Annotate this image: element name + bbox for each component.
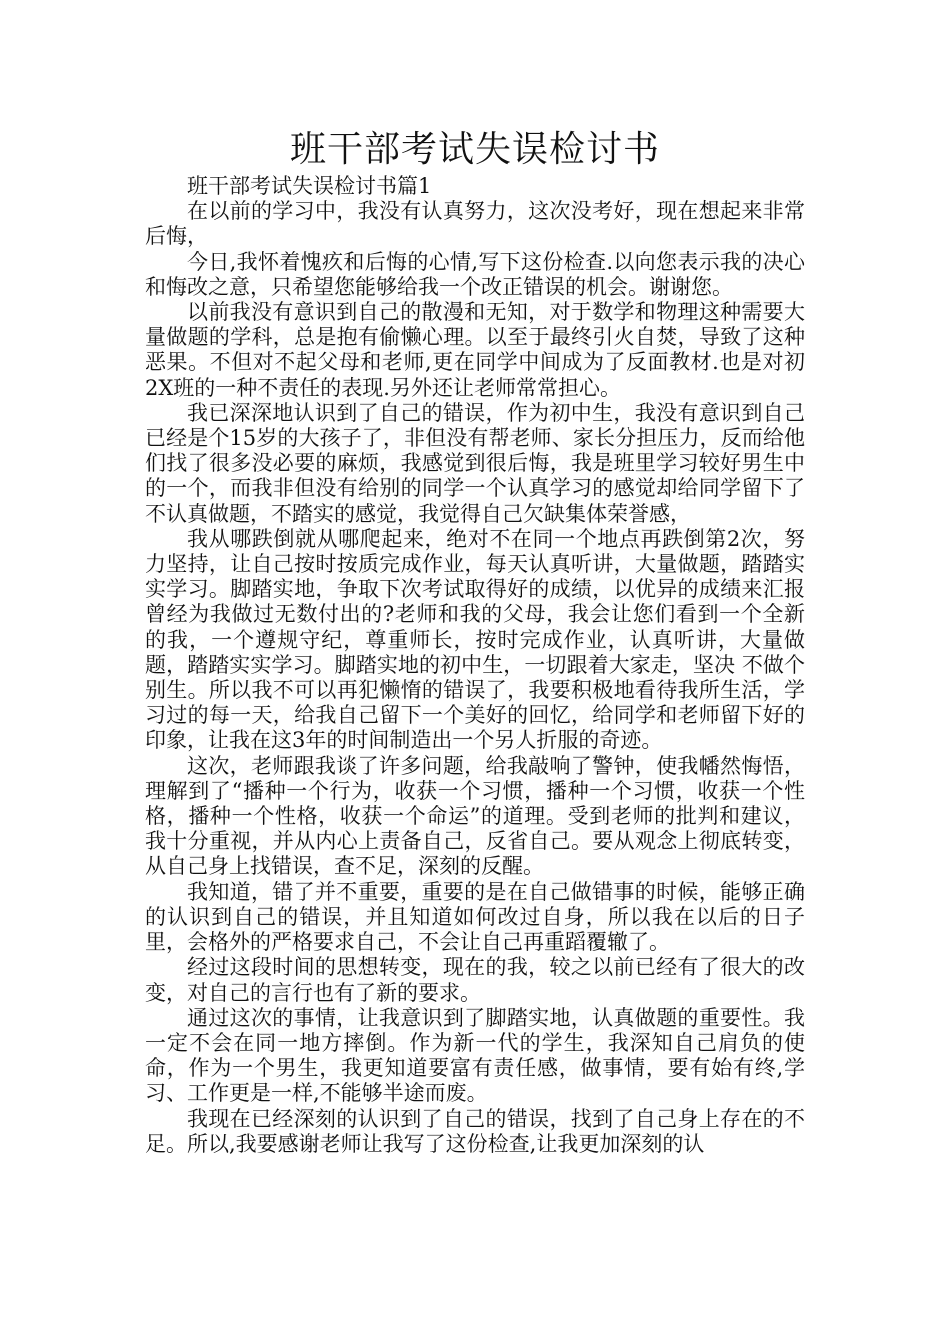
paragraph: 我现在已经深刻的认识到了自己的错误，找到了自己身上存在的不足。所以,我要感谢老师让我写了这份检查,让我更加深刻的认	[145, 1106, 805, 1156]
paragraph: 经过这段时间的思想转变，现在的我，较之以前已经有了很大的改变，对自己的言行也有了新的要求。	[145, 955, 805, 1005]
document-subtitle: 班干部考试失误检讨书篇1	[187, 174, 432, 198]
paragraph: 今日,我怀着愧疚和后悔的心情,写下这份检查.以向您表示我的决心和悔改之意，只希望您能够给我一个改正错误的机会。谢谢您。	[145, 249, 805, 299]
paragraph: 在以前的学习中，我没有认真努力，这次没考好，现在想起来非常后悔，	[145, 199, 805, 249]
paragraph: 我从哪跌倒就从哪爬起来，绝对不在同一个地点再跌倒第2次，努力坚持，让自己按时按质完成作业，每天认真听讲，大量做题，踏踏实实学习。脚踏实地，争取下次考试取得好的成绩，以优异的成绩来汇报曾经为我做过无数付出的?老师和我的父母，我会让您们看到一个全新的我，一个遵规守纪，尊重师长，按时完成作业，认真听讲，大量做题，踏踏实实学习。脚踏实地的初中生，一切跟着大家走，坚决 不做个别生。所以我不可以再犯懒惰的错误了，我要积极地看待我所生活，学习过的每一天，给我自己留下一个美好的回忆，给同学和老师留下好的印象，让我在这3年的时间制造出一个另人折服的奇迹。	[145, 526, 805, 753]
paragraph: 我已深深地认识到了自己的错误，作为初中生，我没有意识到自己已经是个15岁的大孩子了，非但没有帮老师、家长分担压力，反而给他们找了很多没必要的麻烦，我感觉到很后悔，我是班里学习较好男生中的一个，而我非但没有给别的同学一个认真学习的感觉却给同学留下了不认真做题，不踏实的感觉，我觉得自己欠缺集体荣誉感，	[145, 400, 805, 526]
document-title: 班干部考试失误检讨书	[289, 129, 660, 170]
paragraph: 通过这次的事情，让我意识到了脚踏实地，认真做题的重要性。我一定不会在同一地方摔倒。作为新一代的学生，我深知自己肩负的使命，作为一个男生，我更知道要富有责任感，做事情，要有始有终,学习、工作更是一样,不能够半途而废。	[145, 1005, 805, 1106]
paragraph: 以前我没有意识到自己的散漫和无知，对于数学和物理这种需要大量做题的学科，总是抱有偷懒心理。以至于最终引火自焚，导致了这种恶果。不但对不起父母和老师,更在同学中间成为了反面教材.也是对初2X班的一种不责任的表现.另外还让老师常常担心。	[145, 300, 805, 400]
paragraph: 这次，老师跟我谈了许多问题，给我敲响了警钟，使我幡然悔悟，理解到了“播种一个行为，收获一个习惯，播种一个习惯，收获一个性格，播种一个性格，收获一个命运”的道理。受到老师的批判和建议，我十分重视，并从内心上责备自己，反省自己。要从观念上彻底转变，从自己身上找错误，查不足，深刻的反醒。	[145, 753, 805, 879]
paragraph: 我知道，错了并不重要，重要的是在自己做错事的时候，能够正确的认识到自己的错误，并且知道如何改过自身，所以我在以后的日子里，会格外的严格要求自己，不会让自己再重蹈覆辙了。	[145, 879, 805, 955]
document-body	[145, 174, 805, 1157]
